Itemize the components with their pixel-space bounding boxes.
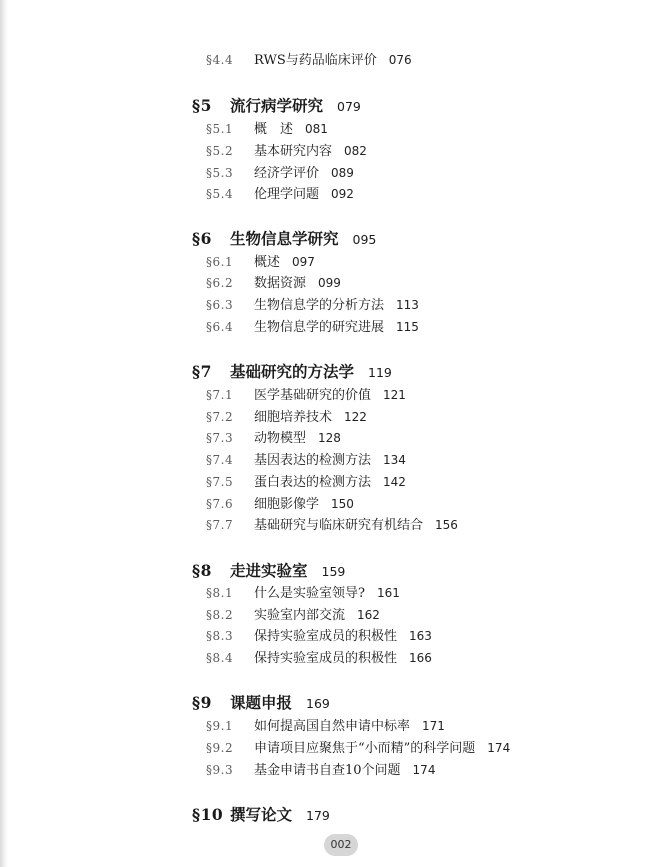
- toc-entry-number: §7.2: [206, 410, 234, 424]
- toc-entry[interactable]: [206, 51, 412, 70]
- toc-entry[interactable]: [206, 761, 435, 780]
- toc-entry-title: 保持实验室成员的积极性: [254, 651, 398, 666]
- toc-entry-title: 蛋白表达的检测方法: [254, 475, 372, 490]
- toc-chapter-page: 095: [352, 232, 377, 247]
- toc-entry-number: §7.7: [206, 518, 234, 532]
- toc-entry-page: 115: [396, 320, 419, 334]
- toc-entry-number: §8.1: [206, 586, 234, 600]
- toc-entry-number: §6.3: [206, 298, 234, 312]
- toc-entry-page: 076: [388, 53, 412, 67]
- toc-entry-page: 156: [435, 518, 458, 532]
- toc-entry-title: 申请项目应聚焦于“小而精”的科学问题: [254, 741, 476, 756]
- toc-entry-title: 医学基础研究的价值: [254, 388, 372, 403]
- toc-chapter-title: 基础研究的方法学: [230, 362, 355, 381]
- toc-entry[interactable]: [206, 451, 406, 470]
- toc-entry-number: §8.4: [206, 651, 234, 665]
- toc-entry-title: 经济学评价: [254, 166, 320, 181]
- toc-entry-page: 128: [318, 431, 341, 445]
- toc-entry-number: §9.1: [206, 719, 234, 733]
- toc-chapter-page: 079: [337, 99, 361, 114]
- toc-chapter-heading[interactable]: [192, 96, 361, 117]
- toc-entry-title: 基础研究与临床研究有机结合: [254, 518, 424, 533]
- toc-entry[interactable]: [206, 274, 341, 293]
- toc-entry-number: §6.2: [206, 276, 234, 290]
- toc-entry[interactable]: [206, 185, 354, 204]
- toc-entry[interactable]: [206, 120, 328, 139]
- toc-chapter-number: §5: [192, 96, 212, 115]
- toc-entry-page: 089: [331, 166, 354, 180]
- toc-chapter-page: 119: [368, 365, 392, 380]
- toc-entry-title: 基金申请书自查10个问题: [254, 763, 401, 778]
- page-edge-shadow: [0, 0, 8, 867]
- toc-entry-title: 什么是实验室领导?: [254, 586, 365, 601]
- toc-entry-title: 伦理学问题: [254, 187, 320, 202]
- toc-entry[interactable]: [206, 495, 354, 514]
- toc-entry-number: §8.3: [206, 629, 234, 643]
- toc-chapter-number: §8: [192, 561, 212, 580]
- toc-entry-page: 174: [412, 763, 436, 777]
- toc-chapter-title: 撰写论文: [230, 805, 293, 824]
- toc-entry-title: 生物信息学的研究进展: [254, 320, 385, 335]
- toc-chapter-heading[interactable]: [192, 561, 345, 582]
- toc-entry-title: RWS与药品临床评价: [254, 53, 377, 68]
- toc-entry[interactable]: [206, 649, 432, 668]
- toc-entry-page: 113: [396, 298, 419, 312]
- toc-entry[interactable]: [206, 164, 354, 183]
- toc-entry-page: 134: [383, 453, 406, 467]
- toc-chapter-heading[interactable]: [192, 693, 330, 714]
- toc-entry-page: 081: [305, 122, 328, 136]
- toc-entry-title: 数据资源: [254, 276, 307, 291]
- toc-entry-page: 122: [344, 410, 367, 424]
- toc-entry-number: §5.3: [206, 166, 234, 180]
- toc-entry-page: 099: [318, 276, 341, 290]
- toc-chapter-heading[interactable]: [192, 805, 330, 826]
- toc-entry-page: 092: [331, 187, 354, 201]
- toc-entry[interactable]: [206, 606, 380, 625]
- toc-entry-page: 162: [357, 608, 380, 622]
- toc-entry-page: 163: [409, 629, 432, 643]
- toc-entry-title: 如何提高国自然申请中标率: [254, 719, 411, 734]
- toc-chapter-title: 流行病学研究: [230, 96, 324, 115]
- toc-entry-title: 基本研究内容: [254, 144, 333, 159]
- toc-entry-number: §4.4: [206, 53, 234, 67]
- toc-entry-number: §6.1: [206, 255, 234, 269]
- toc-entry-page: 166: [409, 651, 432, 665]
- toc-entry-title: 基因表达的检测方法: [254, 453, 372, 468]
- toc-entry-number: §6.4: [206, 320, 234, 334]
- toc-entry-page: 171: [422, 719, 445, 733]
- toc-entry-title: 细胞影像学: [254, 497, 320, 512]
- toc-entry-title: 生物信息学的分析方法: [254, 298, 385, 313]
- toc-chapter-number: §10: [192, 805, 224, 824]
- toc-entry-page: 161: [376, 586, 400, 600]
- toc-entry[interactable]: [206, 516, 458, 535]
- toc-chapter-page: 159: [321, 564, 346, 579]
- toc-entry-number: §7.5: [206, 475, 234, 489]
- toc-entry[interactable]: [206, 584, 400, 603]
- toc-entry[interactable]: [206, 318, 419, 337]
- toc-entry[interactable]: [206, 739, 510, 758]
- toc-entry[interactable]: [206, 386, 406, 405]
- toc-entry-number: §7.3: [206, 431, 234, 445]
- toc-entry[interactable]: [206, 142, 367, 161]
- toc-chapter-page: 179: [306, 808, 330, 823]
- toc-entry-title: 实验室内部交流: [254, 608, 346, 623]
- toc-chapter-title: 走进实验室: [230, 561, 308, 580]
- toc-chapter-title: 课题申报: [230, 693, 293, 712]
- toc-entry-number: §7.6: [206, 497, 234, 511]
- toc-entry[interactable]: [206, 717, 445, 736]
- toc-entry[interactable]: [206, 473, 406, 492]
- toc-entry[interactable]: [206, 429, 341, 448]
- toc-chapter-number: §6: [192, 229, 212, 248]
- toc-entry-title: 细胞培养技术: [254, 410, 333, 425]
- toc-chapter-heading[interactable]: [192, 229, 376, 250]
- toc-chapter-page: 169: [306, 696, 330, 711]
- page-number-badge: 002: [324, 834, 358, 856]
- toc-entry[interactable]: [206, 408, 367, 427]
- toc-entry-number: §7.1: [206, 388, 234, 402]
- toc-entry-number: §5.1: [206, 122, 234, 136]
- toc-entry-number: §5.4: [206, 187, 234, 201]
- toc-entry-page: 082: [344, 144, 367, 158]
- toc-chapter-number: §9: [192, 693, 212, 712]
- toc-entry-title: 保持实验室成员的积极性: [254, 629, 398, 644]
- toc-chapter-title: 生物信息学研究: [230, 229, 339, 248]
- toc-entry-title: 动物模型: [254, 431, 307, 446]
- toc-entry-title: 概述: [254, 255, 281, 270]
- toc-entry-number: §7.4: [206, 453, 234, 467]
- toc-entry-page: 097: [292, 255, 315, 269]
- toc-entry[interactable]: [206, 253, 315, 272]
- toc-entry[interactable]: [206, 627, 432, 646]
- toc-entry-title: 概 述: [254, 122, 294, 137]
- toc-entry-number: §8.2: [206, 608, 234, 622]
- toc-entry-page: 174: [487, 741, 511, 755]
- toc-entry-page: 142: [383, 475, 406, 489]
- toc-entry-number: §9.3: [206, 763, 234, 777]
- toc-entry-number: §9.2: [206, 741, 234, 755]
- toc-entry-page: 150: [331, 497, 354, 511]
- toc-entry-page: 121: [383, 388, 406, 402]
- toc-entry-number: §5.2: [206, 144, 234, 158]
- toc-chapter-number: §7: [192, 362, 212, 381]
- toc-entry[interactable]: [206, 296, 419, 315]
- toc-chapter-heading[interactable]: [192, 362, 392, 383]
